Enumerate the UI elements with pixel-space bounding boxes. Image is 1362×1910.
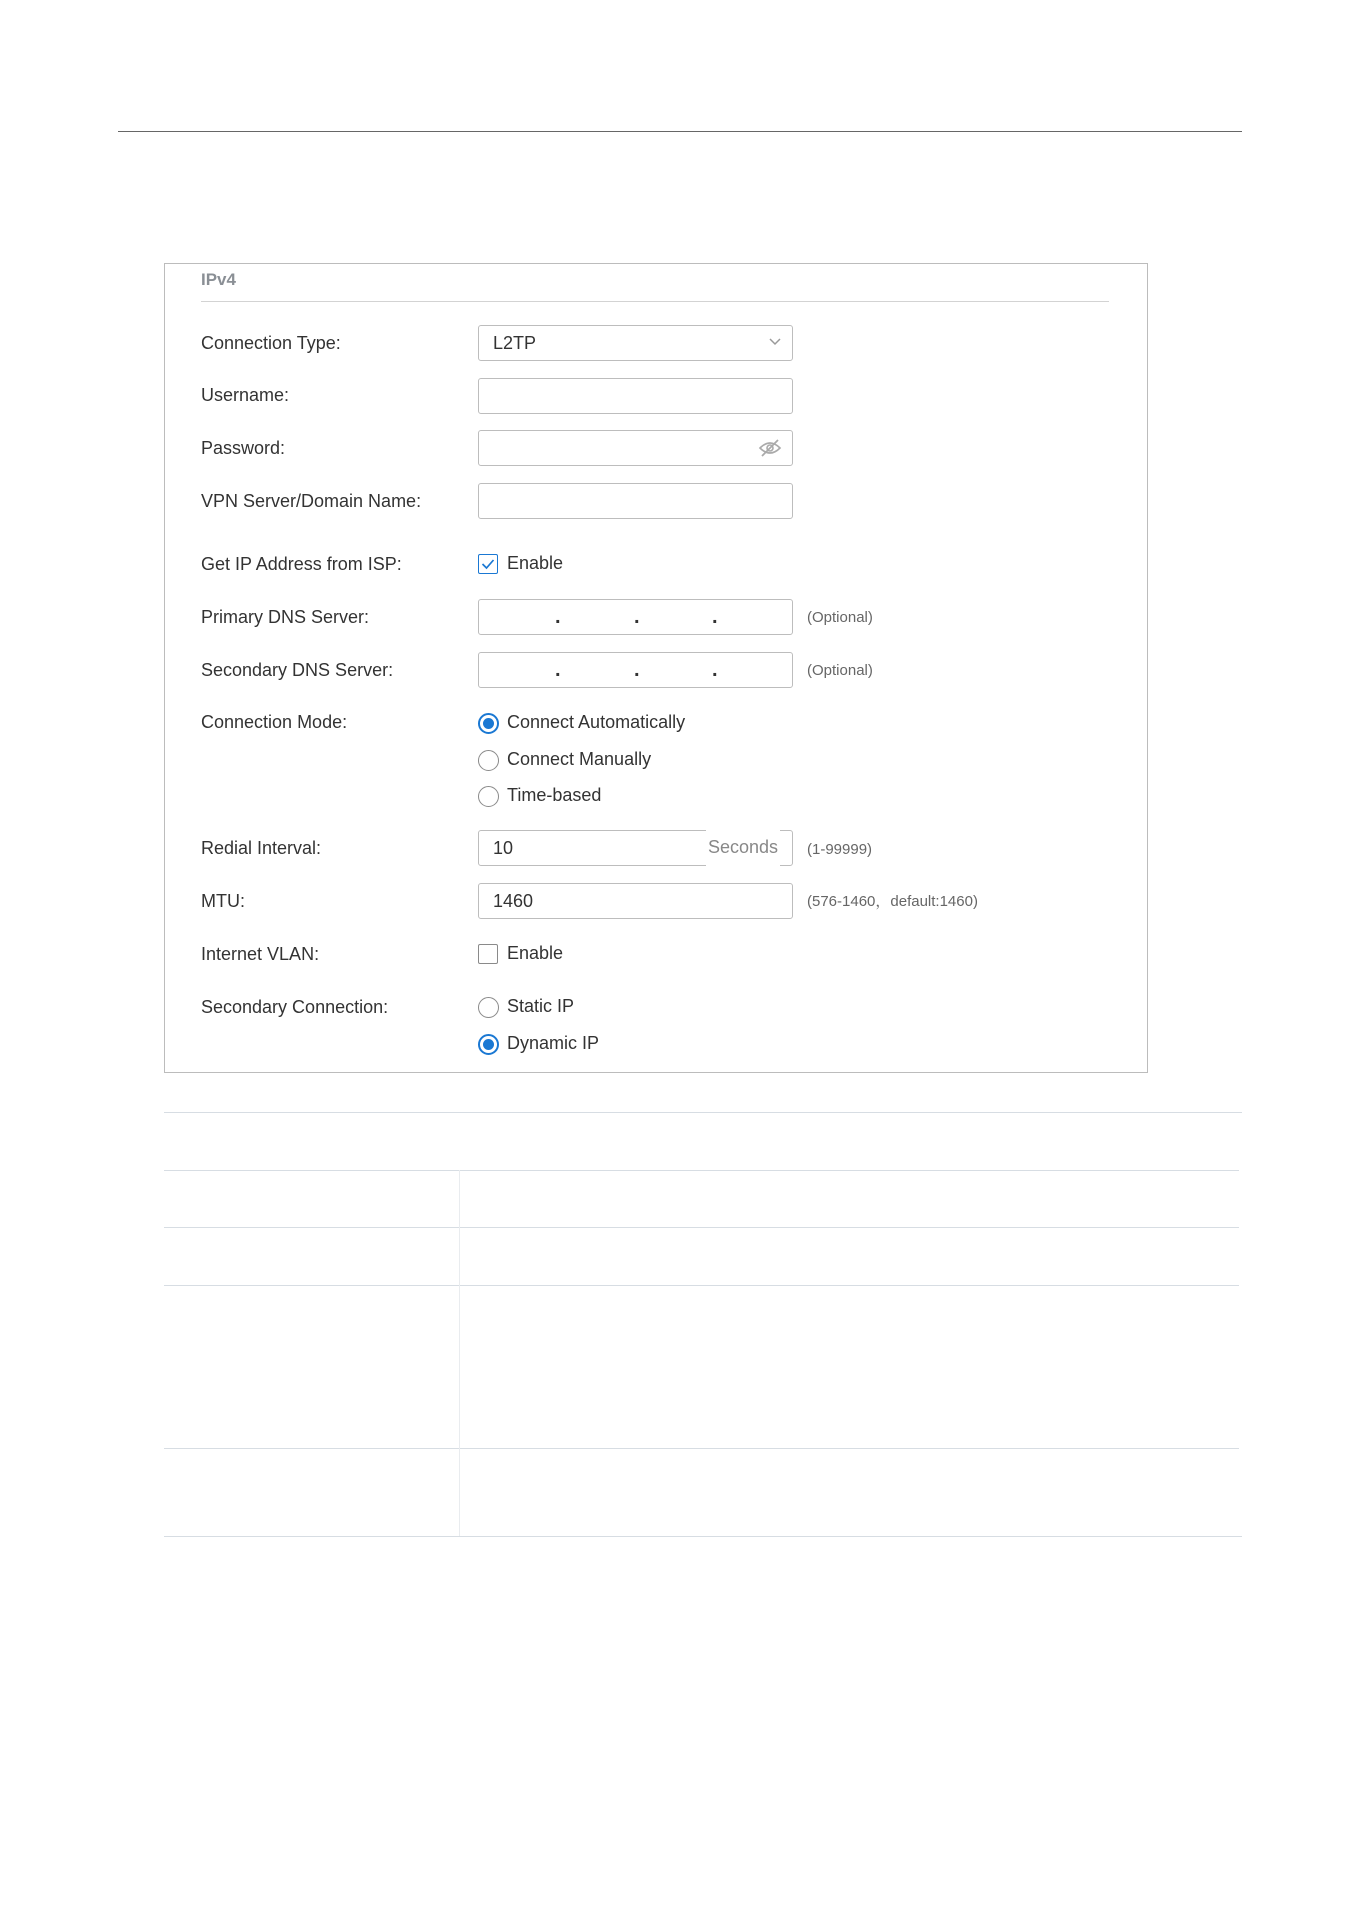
table-rule [164, 1448, 1239, 1449]
username-label: Username: [201, 385, 290, 405]
secondary-dns-hint: (Optional) [807, 662, 873, 679]
ip-octet-separator: . [634, 606, 640, 628]
table-column-divider [459, 1170, 460, 1536]
password-label: Password: [201, 438, 286, 458]
table-rule [164, 1112, 1242, 1113]
section-title: IPv4 [201, 270, 236, 289]
get-ip-enable-label: Enable [507, 553, 564, 573]
table-rule [164, 1536, 1242, 1537]
page-top-rule [118, 131, 1242, 132]
eye-off-icon[interactable] [758, 438, 782, 458]
table-rule [164, 1227, 1239, 1228]
secondary-connection-option-static-ip[interactable]: Static IP [507, 996, 575, 1016]
password-input[interactable] [478, 430, 793, 466]
primary-dns-hint: (Optional) [807, 609, 873, 626]
ip-octet-separator: . [555, 606, 561, 628]
ip-octet-separator: . [634, 659, 640, 681]
secondary-connection-label: Secondary Connection: [201, 997, 389, 1017]
chevron-down-icon [768, 334, 782, 348]
redial-interval-input[interactable] [478, 830, 793, 866]
redial-interval-value: 10 [493, 838, 514, 858]
internet-vlan-label: Internet VLAN: [201, 944, 320, 964]
internet-vlan-enable-checkbox[interactable] [478, 944, 498, 964]
connection-mode-label: Connection Mode: [201, 712, 348, 732]
primary-dns-input[interactable] [478, 599, 793, 635]
table-rule [164, 1170, 1239, 1171]
get-ip-label: Get IP Address from ISP: [201, 554, 402, 574]
secondary-dns-label: Secondary DNS Server: [201, 660, 394, 680]
vpn-server-label: VPN Server/Domain Name: [201, 491, 422, 511]
secondary-connection-radio-static-ip[interactable] [478, 997, 499, 1018]
connection-mode-radio-manual[interactable] [478, 750, 499, 771]
connection-type-value: L2TP [493, 333, 537, 353]
redial-interval-unit-box [706, 830, 780, 866]
secondary-connection-option-dynamic-ip[interactable]: Dynamic IP [507, 1033, 600, 1053]
username-input[interactable] [478, 378, 793, 414]
secondary-dns-input[interactable] [478, 652, 793, 688]
redial-interval-unit: Seconds [707, 837, 778, 857]
ip-octet-separator: . [555, 659, 561, 681]
internet-vlan-enable-label: Enable [507, 943, 564, 963]
primary-dns-label: Primary DNS Server: [201, 607, 370, 627]
connection-mode-option-time-based[interactable]: Time-based [507, 785, 602, 805]
mtu-input[interactable] [478, 883, 793, 919]
connection-type-label: Connection Type: [201, 333, 341, 353]
checkmark-icon [481, 557, 495, 571]
ip-octet-separator: . [712, 606, 718, 628]
mtu-hint: (576-1460，default:1460) [807, 893, 978, 910]
ipv4-settings-panel [164, 263, 1148, 1073]
redial-interval-label: Redial Interval: [201, 838, 322, 858]
table-rule [164, 1285, 1239, 1286]
connection-mode-radio-automatic[interactable] [478, 713, 499, 734]
connection-type-select[interactable] [478, 325, 793, 361]
mtu-value: 1460 [493, 891, 534, 911]
connection-mode-option-automatic[interactable]: Connect Automatically [507, 712, 686, 732]
mtu-label: MTU: [201, 891, 245, 911]
secondary-connection-radio-dynamic-ip[interactable] [478, 1034, 499, 1055]
section-divider [201, 301, 1109, 302]
vpn-server-input[interactable] [478, 483, 793, 519]
get-ip-enable-checkbox[interactable] [478, 554, 498, 574]
ip-octet-separator: . [712, 659, 718, 681]
connection-mode-option-manual[interactable]: Connect Manually [507, 749, 652, 769]
connection-mode-radio-time-based[interactable] [478, 786, 499, 807]
redial-interval-hint: (1-99999) [807, 841, 873, 858]
